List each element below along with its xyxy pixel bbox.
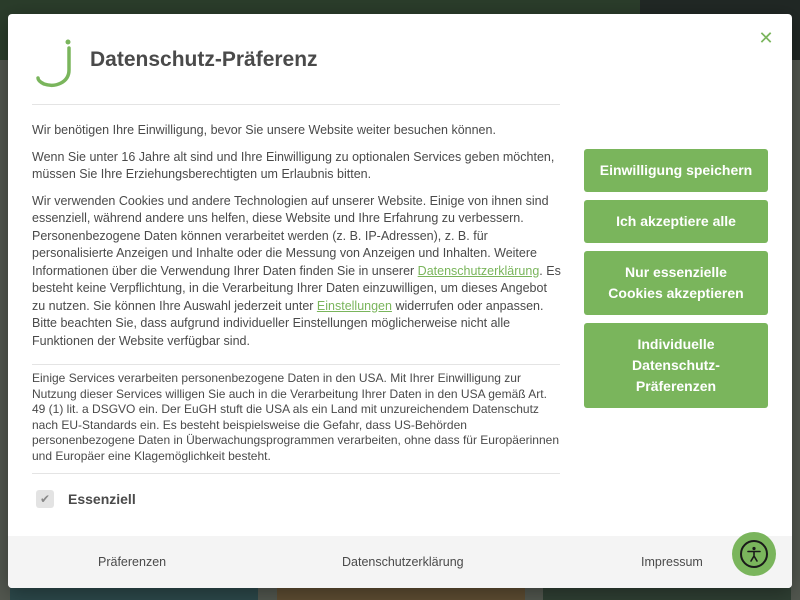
close-icon[interactable]: ✕	[758, 28, 774, 48]
privacy-policy-link[interactable]: Datenschutzerklärung	[417, 263, 540, 278]
divider	[32, 104, 560, 105]
consent-intro-text: Wir benötigen Ihre Einwilligung, bevor Sie unsere Website weiter besuchen können.	[32, 123, 496, 137]
action-buttons	[584, 149, 768, 416]
dialog-body	[32, 122, 562, 359]
cookie-description-text: Wir verwenden Cookies und andere Technologien auf unserer Website. Einige von ihnen sind essenziell, während andere uns helfen, diese Website und Ihre Erfahrung zu verbessern. Personenbezogene Daten können verarbeitet werden (z. B. IP-Adressen), z. B. für personalisierte Anzeigen und Inhalte oder die Messung von Anzeigen und Inhalten. Weitere Informationen über die Verwendung Ihrer Daten finden Sie in unserer Datenschutzerklärung. Es besteht keine Verpflichtung, in die Verarbeitung Ihrer Daten einzuwilligen, um dieses Angebot zu nutzen. Sie können Ihre Auswahl jederzeit unter Einstellungen widerrufen oder anpassen. Bitte beachten Sie, dass aufgrund individueller Einstellungen möglicherweise nicht alle Funktionen der Website verfügbar sind.	[32, 193, 561, 348]
logo-icon	[34, 38, 80, 88]
accessibility-button[interactable]	[732, 532, 776, 576]
save-consent-button[interactable]: Einwilligung speichern	[584, 149, 768, 192]
dialog-title: Datenschutz-Präferenz	[90, 48, 318, 71]
footer-link-privacy[interactable]: Datenschutzerklärung	[342, 555, 464, 569]
age-notice-text: Wenn Sie unter 16 Jahre alt sind und Ihre Einwilligung zu optionalen Services geben möchten, müssen Sie Ihre Erziehungsberechtigten um Erlaubnis bitten.	[32, 149, 555, 181]
divider	[32, 473, 560, 474]
footer-link-imprint[interactable]: Impressum	[641, 555, 703, 569]
essential-label: Essenziell	[68, 491, 136, 507]
essential-checkbox-row[interactable]	[36, 490, 136, 508]
usa-notice	[32, 371, 562, 473]
settings-link[interactable]: Einstellungen	[316, 298, 392, 313]
privacy-dialog	[8, 14, 792, 588]
individual-preferences-button[interactable]: Individuelle Datenschutz-Präferenzen	[584, 323, 768, 408]
dialog-footer	[8, 536, 792, 588]
divider	[32, 364, 560, 365]
essential-checkbox[interactable]: ✔	[36, 490, 54, 508]
accessibility-icon	[740, 540, 768, 568]
footer-link-preferences[interactable]: Präferenzen	[98, 555, 167, 569]
accept-essential-button[interactable]: Nur essenzielle Cookies akzeptieren	[584, 251, 768, 315]
usa-notice-text: Einige Services verarbeiten personenbezogene Daten in den USA. Mit Ihrer Einwilligung zur Nutzung dieser Services willigen Sie auch in die Verarbeitung Ihrer Daten in den USA gemäß Art. 49 (1) lit. a DSGVO ein. Der EuGH stuft die USA als ein Land mit unzureichendem Datenschutz nach EU-Standards ein. Es besteht beispielsweise die Gefahr, dass US-Behörden personenbezogene Daten in Überwachungsprogrammen verarbeiten, ohne dass für Europäerinnen und Europäer eine Klagemöglichkeit besteht.	[32, 371, 560, 463]
accept-all-button[interactable]: Ich akzeptiere alle	[584, 200, 768, 243]
